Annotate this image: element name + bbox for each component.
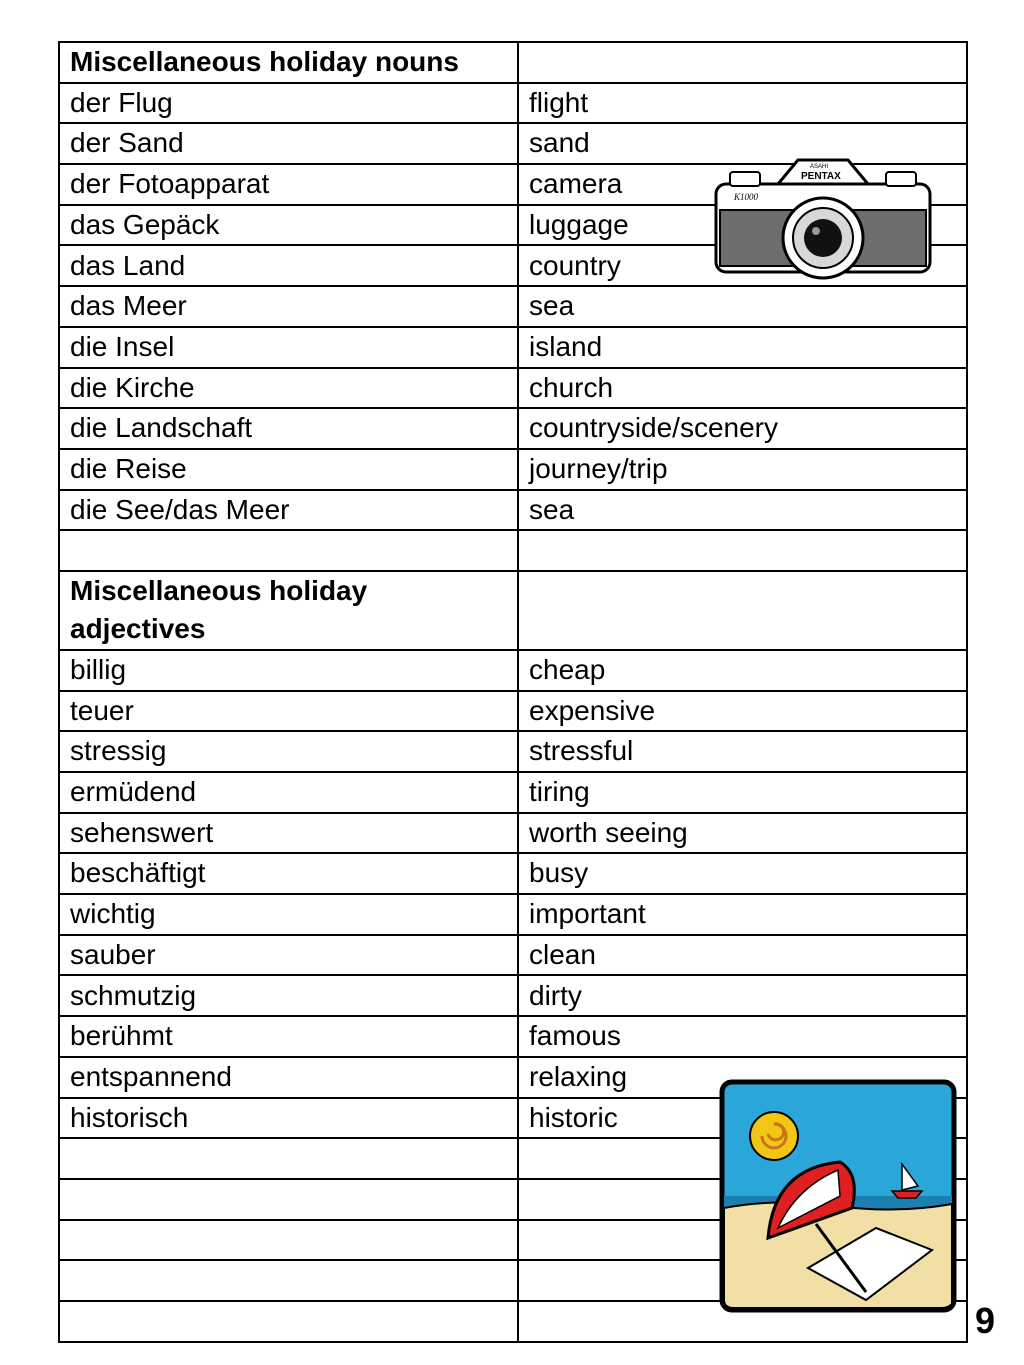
english-cell: tiring: [518, 772, 967, 813]
english-cell: camera: [518, 164, 967, 205]
table-row: [59, 975, 967, 1016]
camera-illustration: [708, 150, 938, 280]
english-cell: luggage: [518, 205, 967, 246]
english-cell: church: [518, 368, 967, 409]
english-cell: clean: [518, 935, 967, 976]
german-cell: das Meer: [59, 286, 518, 327]
german-cell: die Reise: [59, 449, 518, 490]
table-row: [59, 490, 967, 531]
english-cell: dirty: [518, 975, 967, 1016]
german-cell: Miscellaneous holiday adjectives: [59, 571, 518, 650]
table-row: [59, 650, 967, 691]
sailboat-hull: [892, 1191, 922, 1198]
table-row: [59, 772, 967, 813]
german-cell: der Sand: [59, 123, 518, 164]
german-cell: die Landschaft: [59, 408, 518, 449]
german-cell: Miscellaneous holiday nouns: [59, 42, 518, 83]
table-heading-row: [59, 42, 967, 83]
table-heading-row: [59, 571, 967, 650]
german-cell: schmutzig: [59, 975, 518, 1016]
german-cell: entspannend: [59, 1057, 518, 1098]
camera-lens-glass: [804, 219, 842, 257]
german-cell: [59, 530, 518, 571]
english-cell: sea: [518, 490, 967, 531]
table-row: [59, 83, 967, 124]
english-cell: countryside/scenery: [518, 408, 967, 449]
table-row: [59, 408, 967, 449]
english-cell: sea: [518, 286, 967, 327]
english-cell: expensive: [518, 691, 967, 732]
table-row: [59, 691, 967, 732]
english-cell: historic: [518, 1098, 967, 1139]
german-cell: billig: [59, 650, 518, 691]
german-cell: [59, 1220, 518, 1261]
german-cell: stressig: [59, 731, 518, 772]
english-cell: important: [518, 894, 967, 935]
german-cell: [59, 1301, 518, 1342]
english-cell: [518, 42, 967, 83]
table-row: [59, 368, 967, 409]
german-cell: die Insel: [59, 327, 518, 368]
table-row: [59, 894, 967, 935]
german-cell: das Gepäck: [59, 205, 518, 246]
german-cell: [59, 1138, 518, 1179]
german-cell: der Fotoapparat: [59, 164, 518, 205]
english-cell: flight: [518, 83, 967, 124]
german-cell: beschäftigt: [59, 853, 518, 894]
german-cell: der Flug: [59, 83, 518, 124]
camera-maker-label: ASAHI: [810, 164, 829, 170]
german-cell: berühmt: [59, 1016, 518, 1057]
german-cell: [59, 1179, 518, 1220]
german-cell: die Kirche: [59, 368, 518, 409]
table-row: [59, 286, 967, 327]
english-cell: sand: [518, 123, 967, 164]
sun: [750, 1112, 798, 1160]
english-cell: famous: [518, 1016, 967, 1057]
english-cell: [518, 530, 967, 571]
page-number: 9: [975, 1300, 996, 1341]
english-cell: relaxing: [518, 1057, 967, 1098]
camera-model-label: K1000: [734, 192, 759, 202]
table-row: [59, 813, 967, 854]
german-cell: sehenswert: [59, 813, 518, 854]
german-cell: wichtig: [59, 894, 518, 935]
german-cell: die See/das Meer: [59, 490, 518, 531]
english-cell: [518, 571, 967, 650]
english-cell: cheap: [518, 650, 967, 691]
english-cell: journey/trip: [518, 449, 967, 490]
table-row: [59, 935, 967, 976]
table-row: [59, 731, 967, 772]
camera-dial-left: [730, 172, 760, 186]
table-row: [59, 853, 967, 894]
german-cell: historisch: [59, 1098, 518, 1139]
german-cell: das Land: [59, 245, 518, 286]
english-cell: worth seeing: [518, 813, 967, 854]
english-cell: stressful: [518, 731, 967, 772]
english-cell: country: [518, 245, 967, 286]
camera-dial-right: [886, 172, 916, 186]
beach-umbrella-illustration: [716, 1078, 960, 1314]
camera-lens-glint: [812, 227, 820, 235]
english-cell: island: [518, 327, 967, 368]
english-cell: busy: [518, 853, 967, 894]
german-cell: ermüdend: [59, 772, 518, 813]
table-row: [59, 327, 967, 368]
german-cell: teuer: [59, 691, 518, 732]
table-row: [59, 530, 967, 571]
german-cell: sauber: [59, 935, 518, 976]
camera-brand-label: PENTAX: [801, 171, 841, 182]
german-cell: [59, 1260, 518, 1301]
table-row: [59, 1016, 967, 1057]
table-row: [59, 449, 967, 490]
